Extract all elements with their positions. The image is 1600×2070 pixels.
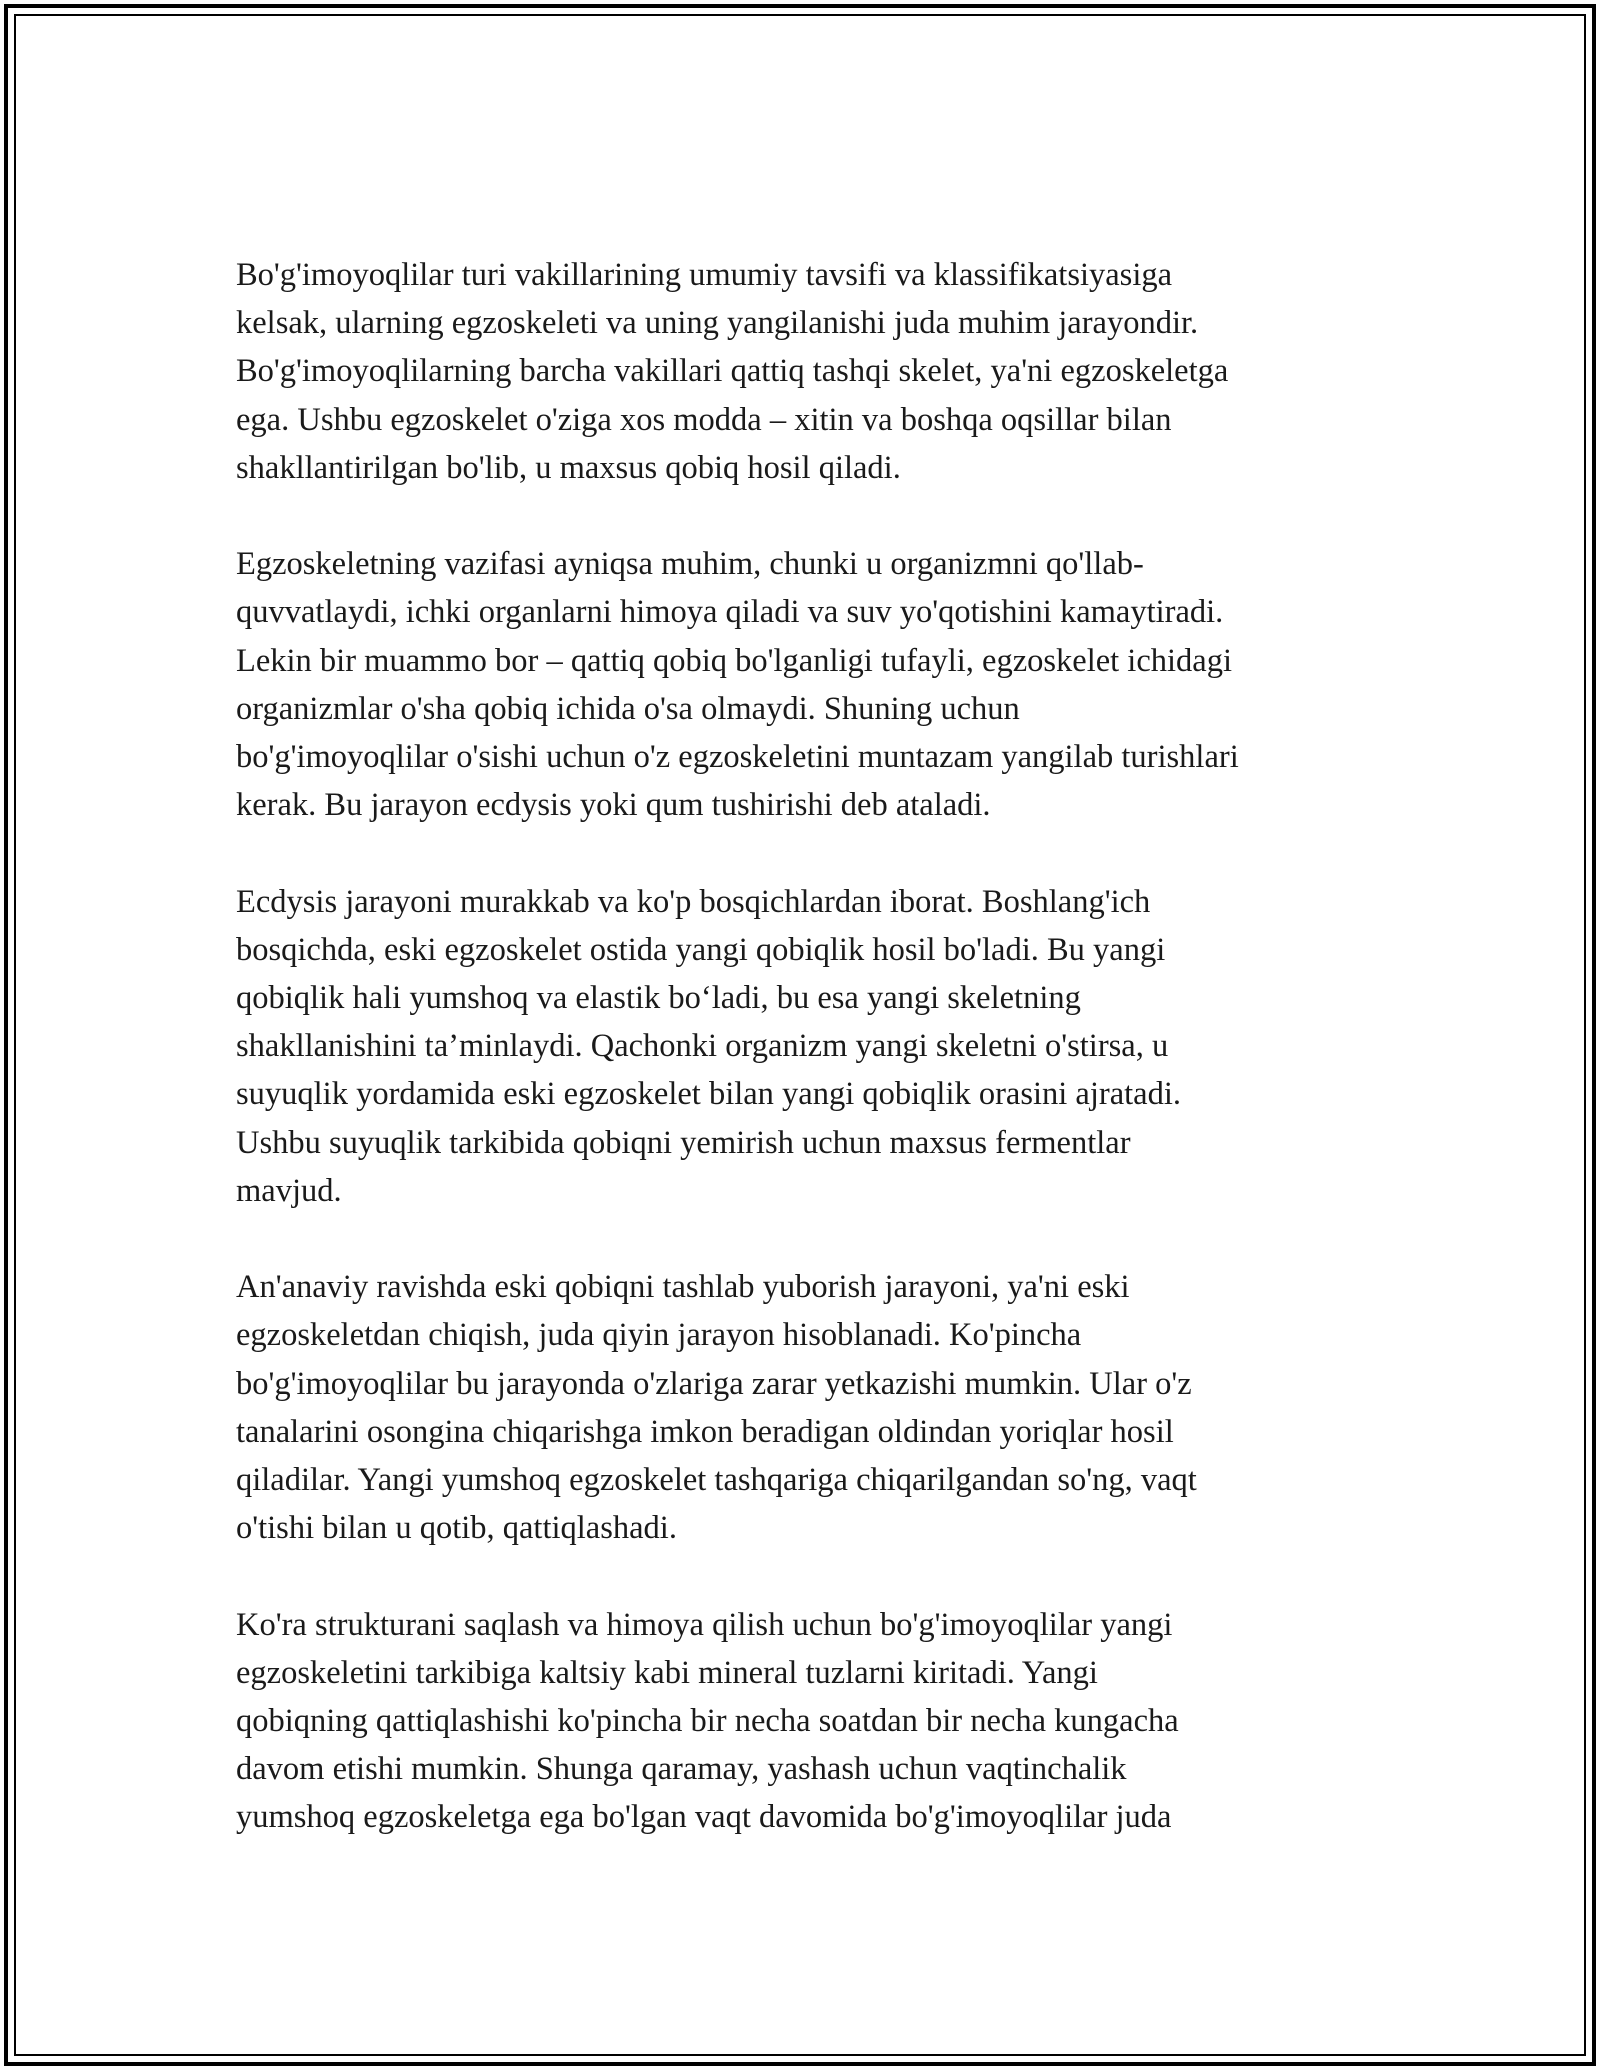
text-line: Ko'ra strukturani saqlash va himoya qilish uchun bo'g'imoyoqlilar yangi [236,1606,1173,1643]
text-line: kelsak, ularning egzoskeleti va uning yangilanishi juda muhim jarayondir. [236,305,1199,342]
text-line: Ushbu suyuqlik tarkibida qobiqni yemirish uchun maxsus fermentlar [236,1124,1131,1161]
text-line: suyuqlik yordamida eski egzoskelet bilan yangi qobiqlik orasini ajratadi. [236,1076,1181,1113]
text-line: shakllanishini ta’minlaydi. Qachonki organizm yangi skeletni o'stirsa, u [236,1028,1169,1065]
text-line: ega. Ushbu egzoskelet o'ziga xos modda – xitin va boshqa oqsillar bilan [236,401,1172,438]
text-line: bo'g'imoyoqlilar o'sishi uchun o'z egzoskeletini muntazam yangilab turishlari [236,739,1239,776]
text-line: Bo'g'imoyoqlilar turi vakillarining umumiy tavsifi va klassifikatsiyasiga [236,257,1173,293]
text-line: qobiqning qattiqlashishi ko'pincha bir necha soatdan bir necha kungacha [236,1703,1179,1740]
text-line: quvvatlaydi, ichki organlarni himoya qiladi va suv yo'qotishini kamaytiradi. [236,594,1224,631]
text-line: Egzoskeletning vazifasi ayniqsa muhim, chunki u organizmni qo'llab- [236,546,1144,583]
text-line: kerak. Bu jarayon ecdysis yoki qum tushirishi deb ataladi. [236,787,991,824]
text-line: Ecdysis jarayoni murakkab va ko'p bosqichlardan iborat. Boshlang'ich [236,883,1151,920]
paragraph-5 [236,1601,1386,1842]
text-line: qiladilar. Yangi yumshoq egzoskelet tashqariga chiqarilgandan so'ng, vaqt [236,1462,1197,1499]
text-line: egzoskeletini tarkibiga kaltsiy kabi mineral tuzlarni kiritadi. Yangi [236,1654,1098,1691]
text-line: mavjud. [236,1172,342,1209]
paragraph-1 [236,251,1386,492]
text-line: yumshoq egzoskeletga ega bo'lgan vaqt davomida bo'g'imoyoqlilar juda [236,1799,1172,1836]
text-line: davom etishi mumkin. Shunga qaramay, yashash uchun vaqtinchalik [236,1751,1127,1788]
text-line: Lekin bir muammo bor – qattiq qobiq bo'lganligi tufayli, egzoskelet ichidagi [236,642,1232,679]
text-line: bosqichda, eski egzoskelet ostida yangi qobiqlik hosil bo'ladi. Bu yangi [236,931,1166,968]
text-line: An'anaviy ravishda eski qobiqni tashlab yuborish jarayoni, ya'ni eski [236,1269,1130,1306]
document-body [236,251,1386,1890]
text-line: Bo'g'imoyoqlilarning barcha vakillari qattiq tashqi skelet, ya'ni egzoskeletga [236,353,1229,390]
text-line: shakllantirilgan bo'lib, u maxsus qobiq hosil qiladi. [236,449,901,486]
text-line: tanalarini osongina chiqarishga imkon beradigan oldindan yoriqlar hosil [236,1413,1174,1450]
text-line: organizmlar o'sha qobiq ichida o'sa olmaydi. Shuning uchun [236,690,1020,727]
text-line: qobiqlik hali yumshoq va elastik bo‘ladi, bu esa yangi skeletning [236,980,1081,1017]
paragraph-4 [236,1263,1386,1552]
text-line: bo'g'imoyoqlilar bu jarayonda o'zlariga zarar yetkazishi mumkin. Ular o'z [236,1365,1192,1402]
paragraph-3 [236,878,1386,1215]
paragraph-2 [236,540,1386,829]
text-line: o'tishi bilan u qotib, qattiqlashadi. [236,1510,677,1547]
text-line: egzoskeletdan chiqish, juda qiyin jarayon hisoblanadi. Ko'pincha [236,1317,1082,1354]
